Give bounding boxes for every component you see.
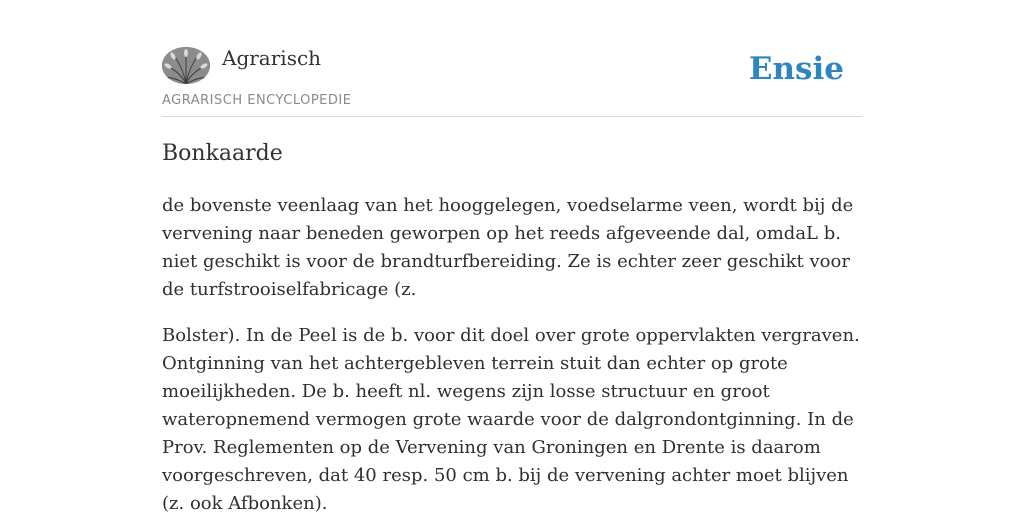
publication-name[interactable]: Agrarisch xyxy=(222,46,322,70)
publication-subtitle: AGRARISCH ENCYCLOPEDIE xyxy=(162,93,352,108)
article-paragraph-2: Bolster). In de Peel is de b. voor dit doel over grote oppervlakten vergraven. Ontginning van het achtergebleven terrein stuit dan echter op grote moeilijkheden. De b. heeft nl. wegens zijn losse structuur en groot wateropnemend vermogen grote waarde voor de dalgrondontginning. In de Prov. Reglementen op de Vervening van Groningen en Drente is daarom voorgeschreven, dat 40 resp. 50 cm b. bij de vervening achter moet blijven (z. ook Afbonken). xyxy=(162,325,860,512)
article-paragraph-1: de bovenste veenlaag van het hooggelegen, voedselarme veen, wordt bij de vervening naar beneden geworpen op het reeds afgeveende dal, omdaL b. niet geschikt is voor de brandturfbereiding. Ze is echter zeer geschikt voor de turfstrooiselfabricage (z. xyxy=(162,195,854,300)
article-title: Bonkaarde xyxy=(162,141,283,166)
brand-logo[interactable]: Ensie xyxy=(748,51,844,87)
site-header xyxy=(162,45,862,117)
article-body xyxy=(162,192,862,512)
wheat-engraving-icon[interactable] xyxy=(162,47,210,84)
